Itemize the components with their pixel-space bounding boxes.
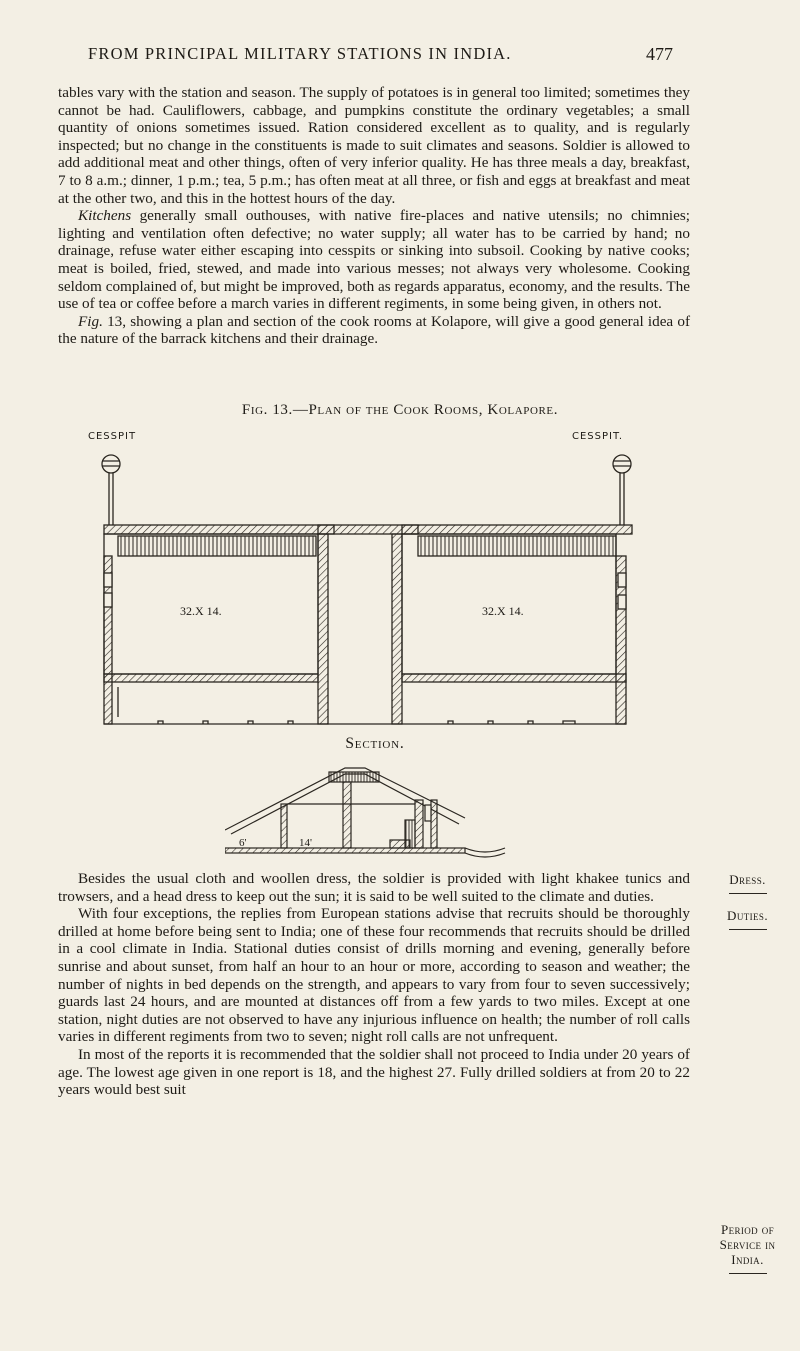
section-dim-left: 6' [239,837,247,849]
room-right-dims: 32.X 14. [482,604,524,618]
paragraph-dress: Besides the usual cloth and woollen dress, the soldier is provided with light khakee tunics and trowsers, and a head dress to keep out the sun; it is said to be well suited to the climate and duties. [58,870,690,905]
margin-duties-label: Duties. [727,908,768,923]
running-head: FROM PRINCIPAL MILITARY STATIONS IN INDIA. [88,44,512,63]
section-dim-right: 14' [299,837,312,849]
text-block-top [58,84,690,348]
room-left-dims: 32.X 14. [180,604,222,618]
plan-drawing [88,425,648,725]
cesspit-right-label: CESSPIT. [572,431,624,442]
paragraph-kitchens [58,207,690,313]
cesspit-right [613,455,631,525]
text-block-bottom [58,870,690,1099]
fig-body: 13, showing a plan and section of the cook rooms at Kolapore, will give a good general idea of the nature of the barrack kitchens and their drainage. [58,312,690,348]
paragraph-period: In most of the reports it is recommended that the soldier shall not proceed to India under 20 years of age. The lowest age given in one report is 18, and the highest 27. Fully drilled soldiers at from 20 to 22 years would best suit [58,1045,690,1099]
kitchens-lead: Kitchens [78,207,132,225]
kitchens-body: generally small outhouses, with native fire-places and native utensils; no chimnies; lighting and ventilation often defective; no water supply; all water has to be carried by hand; no drainage, refuse water either escaping into cesspits or sinking into subsoil. Cooking by native cooks; meat is boiled, fried, stewed, and made into various messes; not always very wholesome. Cooking seldom complained of, but might be improved, both as regards apparatus, economy, and the results. The use of tea or coffee before a march varies in different regiments, in some being given, in others not. [58,207,690,313]
fig-lead: Fig. [78,312,103,330]
paragraph-fig-reference [58,313,690,348]
cesspit-left [102,455,120,525]
margin-rule [729,893,767,894]
section-title: Section. [345,735,405,752]
cesspit-left-label: CESSPIT [88,431,137,442]
paragraph-duties: With four exceptions, the replies from European stations advise that recruits should be thoroughly drilled at home before being sent to India; one of these four recommends that recruits should be drilled in a cool climate in India. Stational duties consist of drills morning and evening, generally before sunrise and about sunset, from half an hour to an hour or more, according to season and weather; the number of nights in bed depends on the strength, and appears to vary from four to seven successively; guards last 24 hours, and are mounted at distances off from a few yards to two miles. Except at one station, night duties are not observed to have any injurious influence on health; the number of roll calls varies in different regiments from two to seven; night roll calls are not unfrequent. [58,905,690,1046]
margin-rule [729,929,767,930]
margin-note-dress [705,872,790,894]
margin-rule [729,1273,767,1274]
running-header [0,44,800,68]
margin-period-line1: Period of [720,1222,775,1237]
page-number: 477 [646,44,673,64]
margin-note-period [705,1222,790,1274]
margin-period-line2: Service in [719,1237,776,1252]
section-drawing [225,760,515,860]
paragraph-diet: tables vary with the station and season. The supply of potatoes is in general too limited; sometimes they cannot be had. Cauliflowers, cabbage, and pumpkins constitute the ordinary vegetables; a small quantity of onions sometimes issued. Ration considered excellent as to quality, and is regularly inspected; but no change in the constituents is made to suit climates and seasons. Soldier is allowed to add additional meat and other things, often of very inferior quality. He has three meals a day, breakfast, 7 to 8 a.m.; dinner, 1 p.m.; tea, 5 p.m.; has often meat at all three, or fish and eggs at breakfast and meat at the other two, and this in the hottest hours of the day. [58,84,690,207]
margin-period-line3: India. [731,1252,764,1267]
margin-note-duties [705,908,790,930]
margin-dress-label: Dress. [729,872,766,887]
figure-caption: Fig. 13.—Plan of the Cook Rooms, Kolapore. [241,402,559,418]
